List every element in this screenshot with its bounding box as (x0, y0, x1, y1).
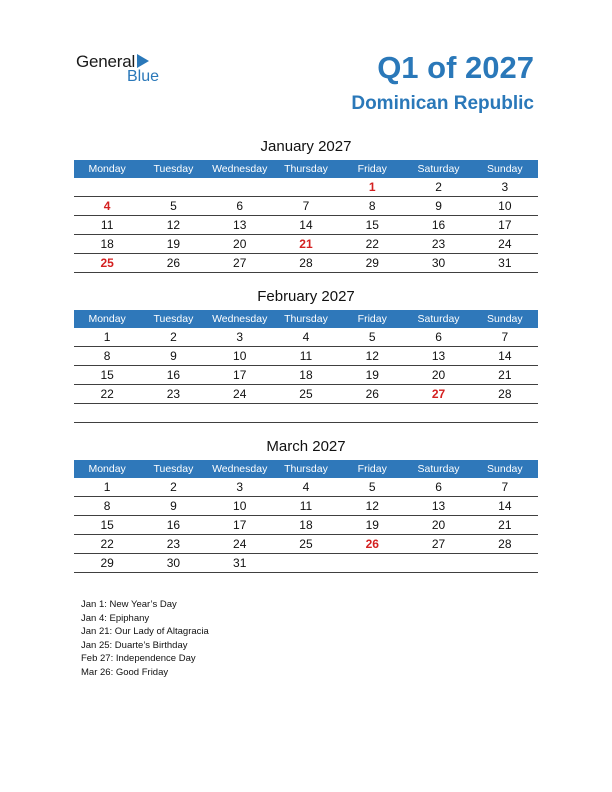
day-cell: 20 (207, 235, 273, 254)
day-cell: 10 (472, 197, 538, 216)
calendar-grid (74, 310, 538, 423)
day-cell: 24 (207, 385, 273, 404)
week-row (74, 178, 538, 197)
weekday-header: Tuesday (140, 160, 206, 178)
day-cell: 18 (74, 235, 140, 254)
day-cell: 22 (74, 535, 140, 554)
page-title: Q1 of 2027 (377, 50, 534, 85)
day-cell: 3 (472, 178, 538, 197)
day-cell: 4 (74, 197, 140, 216)
day-cell: 6 (207, 197, 273, 216)
day-cell: 19 (140, 235, 206, 254)
day-cell: 29 (339, 254, 405, 273)
day-cell: 31 (472, 254, 538, 273)
weekday-header: Sunday (472, 310, 538, 328)
holiday-item: Jan 25: Duarte’s Birthday (81, 639, 188, 651)
month-february (74, 288, 538, 423)
week-row (74, 216, 538, 235)
holiday-list (81, 598, 209, 680)
day-cell: 25 (273, 535, 339, 554)
day-cell: 29 (74, 554, 140, 573)
day-cell: 15 (74, 516, 140, 535)
weekday-header-row (74, 310, 538, 328)
weekday-header: Sunday (472, 460, 538, 478)
week-row (74, 497, 538, 516)
day-cell: 2 (140, 328, 206, 347)
day-cell: 14 (273, 216, 339, 235)
day-cell: 25 (74, 254, 140, 273)
day-cell: 28 (472, 535, 538, 554)
day-cell: 27 (405, 535, 471, 554)
weekday-header: Monday (74, 460, 140, 478)
day-cell (472, 554, 538, 573)
calendar-grid (74, 160, 538, 273)
week-row (74, 385, 538, 404)
day-cell: 14 (472, 497, 538, 516)
day-cell: 3 (207, 328, 273, 347)
day-cell: 17 (207, 516, 273, 535)
day-cell: 10 (207, 347, 273, 366)
week-row (74, 404, 538, 423)
day-cell: 11 (273, 347, 339, 366)
calendar-grid (74, 460, 538, 573)
week-row (74, 347, 538, 366)
weekday-header: Saturday (405, 160, 471, 178)
day-cell: 6 (405, 478, 471, 497)
day-cell: 4 (273, 328, 339, 347)
day-cell: 24 (207, 535, 273, 554)
weekday-header: Saturday (405, 310, 471, 328)
weekday-header: Wednesday (207, 160, 273, 178)
day-cell: 19 (339, 516, 405, 535)
day-cell: 12 (339, 497, 405, 516)
day-cell (74, 178, 140, 197)
day-cell (273, 404, 339, 423)
day-cell: 10 (207, 497, 273, 516)
day-cell (339, 404, 405, 423)
weekday-header: Thursday (273, 460, 339, 478)
day-cell (339, 554, 405, 573)
day-cell: 20 (405, 366, 471, 385)
day-cell: 7 (472, 478, 538, 497)
day-cell: 11 (74, 216, 140, 235)
weekday-header: Thursday (273, 160, 339, 178)
day-cell: 27 (405, 385, 471, 404)
day-cell: 9 (140, 497, 206, 516)
day-cell: 22 (74, 385, 140, 404)
holiday-item: Jan 21: Our Lady of Altagracia (81, 626, 209, 638)
week-row (74, 254, 538, 273)
day-cell: 27 (207, 254, 273, 273)
day-cell: 11 (273, 497, 339, 516)
day-cell: 23 (140, 385, 206, 404)
day-cell: 8 (74, 497, 140, 516)
day-cell: 13 (207, 216, 273, 235)
day-cell: 25 (273, 385, 339, 404)
day-cell: 30 (140, 554, 206, 573)
day-cell: 16 (405, 216, 471, 235)
day-cell (472, 404, 538, 423)
day-cell: 7 (273, 197, 339, 216)
day-cell (273, 554, 339, 573)
day-cell: 26 (339, 535, 405, 554)
day-cell: 13 (405, 347, 471, 366)
weekday-header: Thursday (273, 310, 339, 328)
day-cell: 28 (472, 385, 538, 404)
day-cell: 16 (140, 516, 206, 535)
week-row (74, 235, 538, 254)
day-cell (74, 404, 140, 423)
day-cell: 18 (273, 366, 339, 385)
day-cell: 26 (140, 254, 206, 273)
month-title: March 2027 (266, 438, 346, 455)
day-cell: 12 (140, 216, 206, 235)
day-cell (207, 178, 273, 197)
weekday-header: Friday (339, 160, 405, 178)
day-cell: 17 (472, 216, 538, 235)
weekday-header: Friday (339, 460, 405, 478)
day-cell: 15 (74, 366, 140, 385)
week-row (74, 478, 538, 497)
day-cell (273, 178, 339, 197)
day-cell: 21 (472, 516, 538, 535)
weekday-header: Saturday (405, 460, 471, 478)
weekday-header: Tuesday (140, 310, 206, 328)
day-cell: 21 (273, 235, 339, 254)
weekday-header-row (74, 160, 538, 178)
day-cell (140, 178, 206, 197)
day-cell: 2 (140, 478, 206, 497)
weekday-header: Monday (74, 160, 140, 178)
day-cell: 1 (74, 328, 140, 347)
day-cell: 4 (273, 478, 339, 497)
month-march (74, 438, 538, 573)
day-cell: 1 (339, 178, 405, 197)
day-cell (207, 404, 273, 423)
day-cell: 8 (339, 197, 405, 216)
day-cell: 13 (405, 497, 471, 516)
day-cell: 19 (339, 366, 405, 385)
logo-flag-icon (137, 54, 149, 68)
day-cell: 9 (405, 197, 471, 216)
week-row (74, 554, 538, 573)
day-cell: 3 (207, 478, 273, 497)
day-cell: 28 (273, 254, 339, 273)
weekday-header: Tuesday (140, 460, 206, 478)
country-name: Dominican Republic (351, 93, 534, 114)
week-row (74, 197, 538, 216)
day-cell: 5 (339, 328, 405, 347)
holiday-item: Mar 26: Good Friday (81, 666, 169, 678)
day-cell: 14 (472, 347, 538, 366)
day-cell: 17 (207, 366, 273, 385)
day-cell: 16 (140, 366, 206, 385)
month-title: February 2027 (257, 288, 355, 305)
day-cell: 9 (140, 347, 206, 366)
holiday-item: Jan 4: Epiphany (81, 612, 150, 624)
day-cell: 6 (405, 328, 471, 347)
day-cell (140, 404, 206, 423)
month-title: January 2027 (260, 138, 352, 155)
day-cell: 8 (74, 347, 140, 366)
day-cell (405, 404, 471, 423)
day-cell: 23 (140, 535, 206, 554)
weekday-header: Monday (74, 310, 140, 328)
weekday-header: Wednesday (207, 460, 273, 478)
day-cell: 20 (405, 516, 471, 535)
weekday-header: Wednesday (207, 310, 273, 328)
day-cell: 7 (472, 328, 538, 347)
day-cell: 31 (207, 554, 273, 573)
day-cell: 23 (405, 235, 471, 254)
day-cell: 30 (405, 254, 471, 273)
day-cell: 24 (472, 235, 538, 254)
week-row (74, 516, 538, 535)
day-cell: 22 (339, 235, 405, 254)
weekday-header: Friday (339, 310, 405, 328)
week-row (74, 535, 538, 554)
holiday-item: Feb 27: Independence Day (81, 653, 196, 665)
week-row (74, 366, 538, 385)
generalblue-logo (76, 52, 176, 88)
week-row (74, 328, 538, 347)
weekday-header: Sunday (472, 160, 538, 178)
day-cell: 18 (273, 516, 339, 535)
day-cell: 12 (339, 347, 405, 366)
day-cell: 2 (405, 178, 471, 197)
day-cell: 1 (74, 478, 140, 497)
day-cell: 5 (140, 197, 206, 216)
logo-word-general: General (76, 52, 136, 71)
logo-word-blue: Blue (127, 68, 160, 85)
day-cell (405, 554, 471, 573)
day-cell: 26 (339, 385, 405, 404)
holiday-item: Jan 1: New Year’s Day (81, 599, 177, 610)
day-cell: 21 (472, 366, 538, 385)
month-january (74, 138, 538, 273)
weekday-header-row (74, 460, 538, 478)
day-cell: 5 (339, 478, 405, 497)
day-cell: 15 (339, 216, 405, 235)
